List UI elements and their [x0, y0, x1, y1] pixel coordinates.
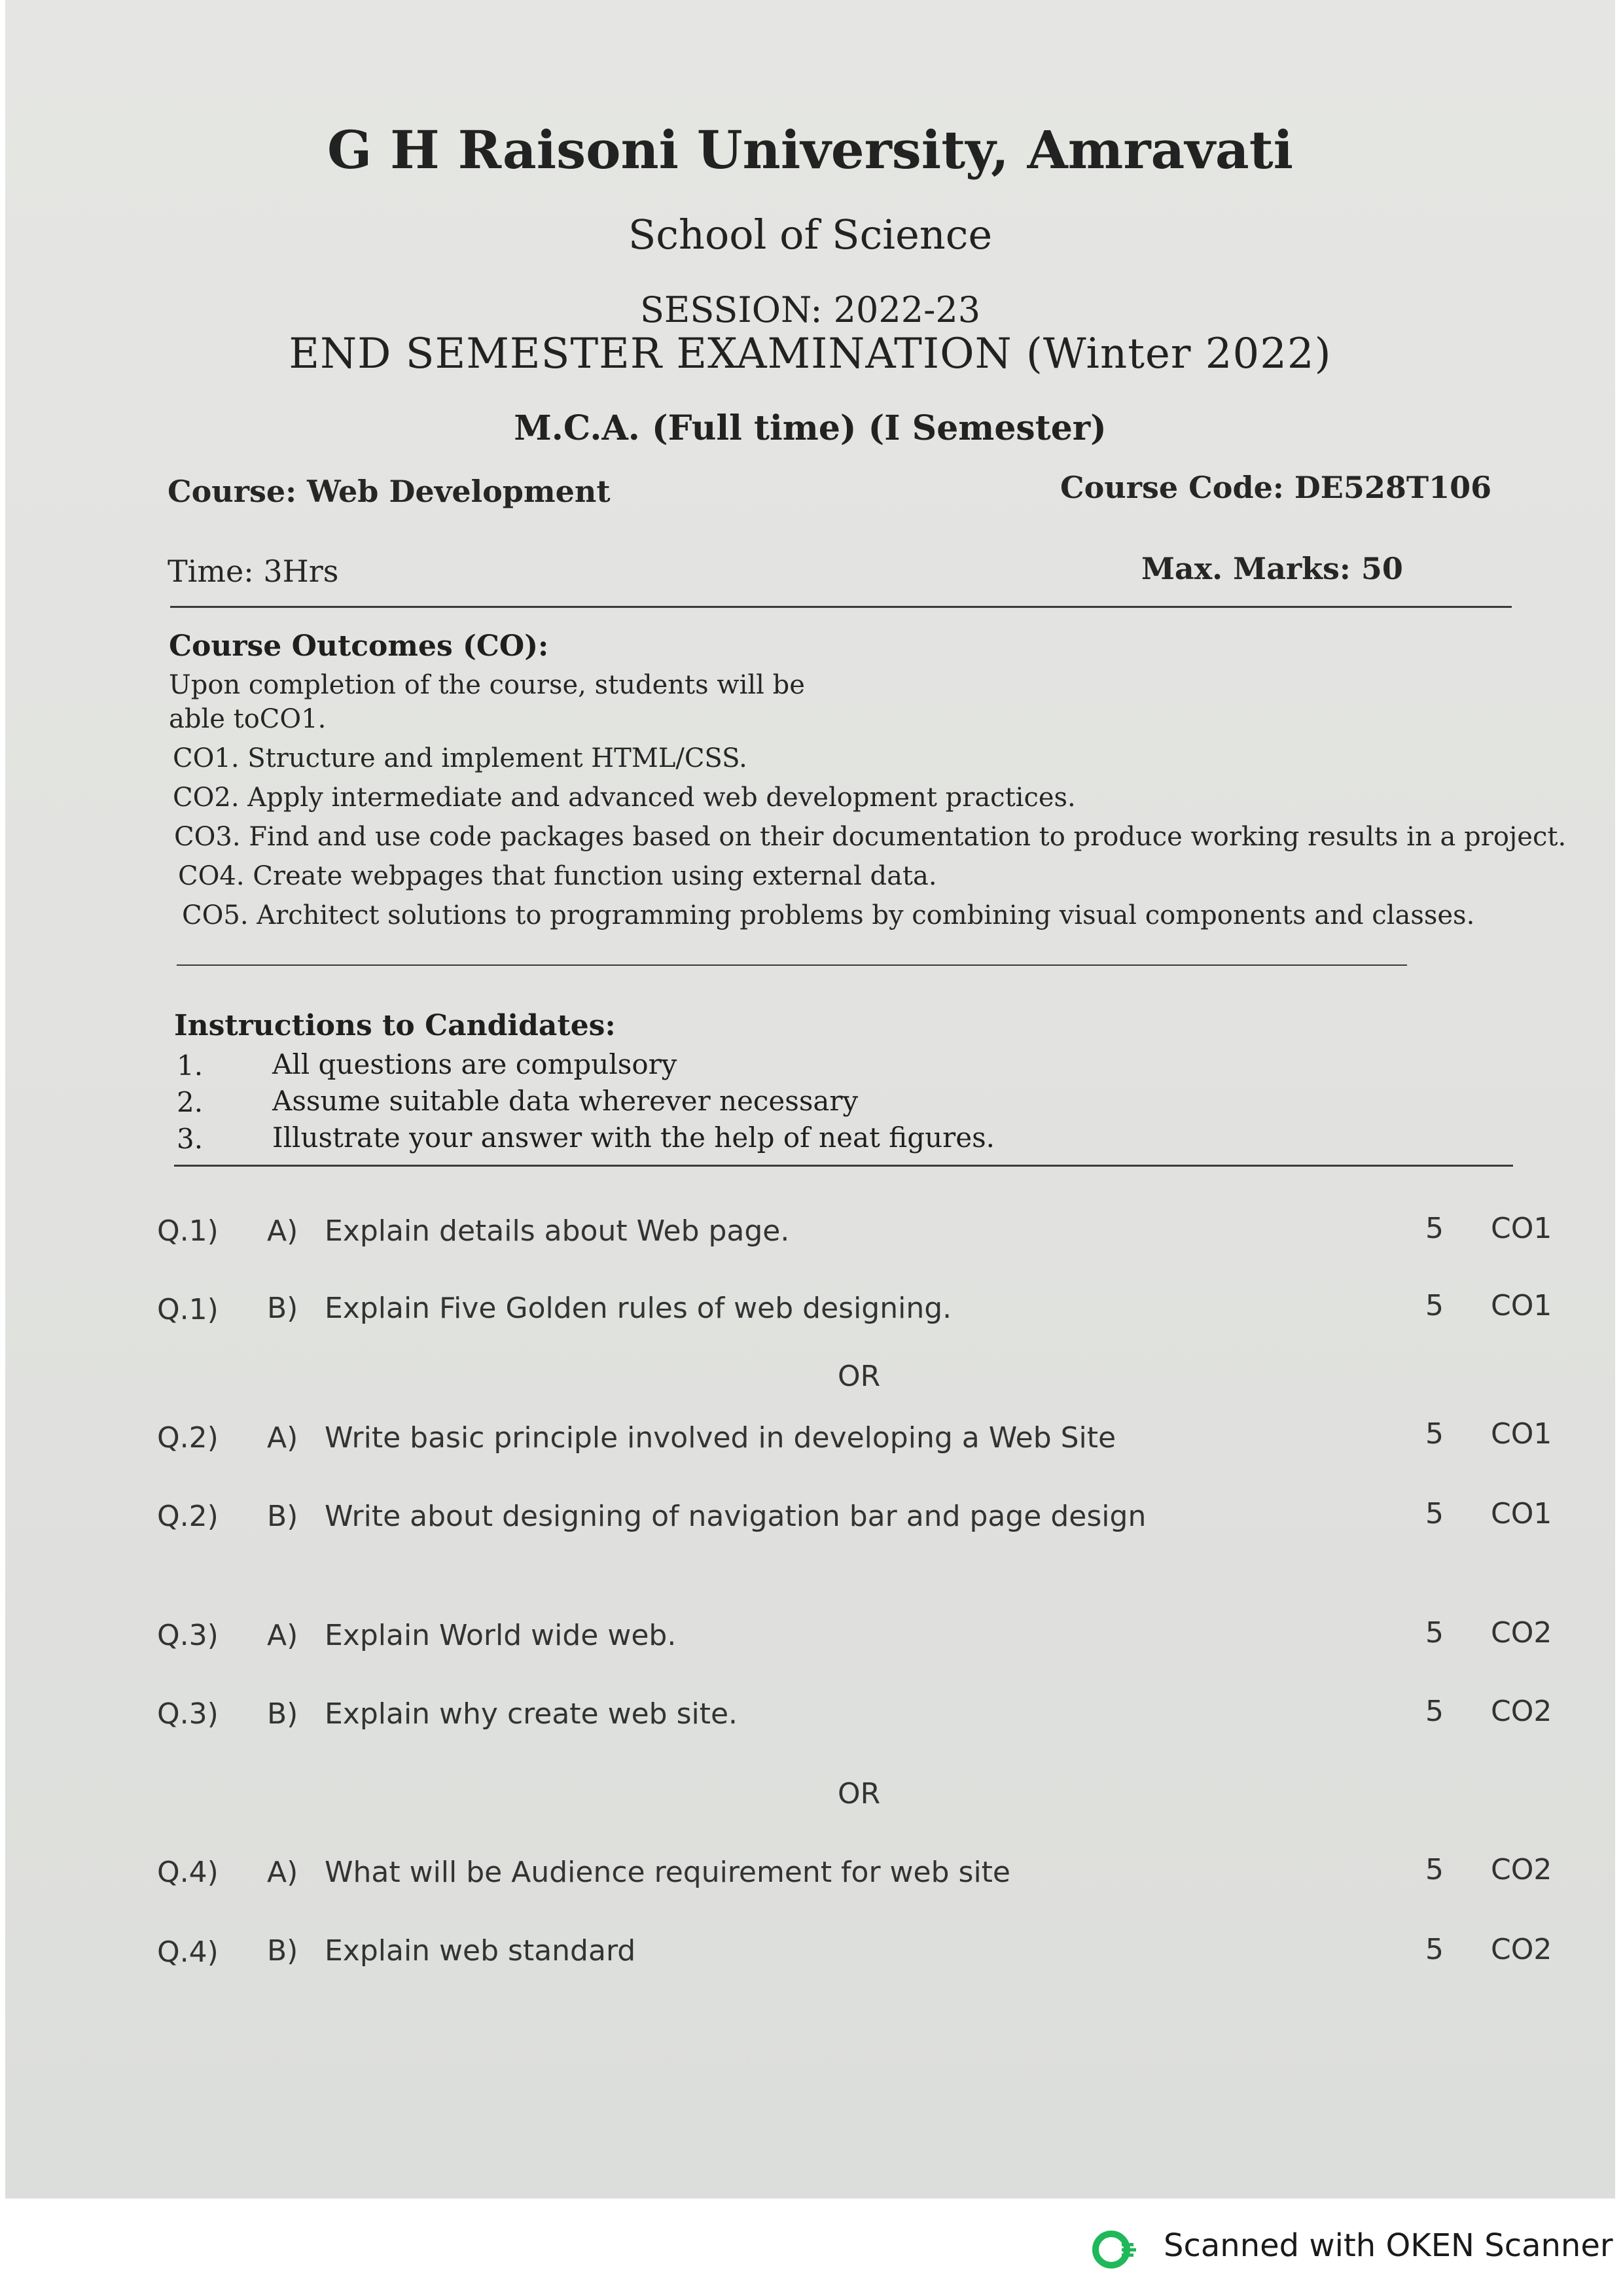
- scanned-exam-paper: [5, 0, 1615, 2199]
- instruction-text: Assume suitable data wherever necessary: [272, 1085, 859, 1117]
- question-number: Q.3): [157, 1697, 219, 1731]
- question-marks: 5: [1425, 1695, 1444, 1728]
- question-number: Q.1): [157, 1293, 219, 1326]
- scanner-watermark-text: Scanned with OKEN Scanner: [1164, 2227, 1613, 2264]
- question-number: Q.3): [157, 1619, 219, 1652]
- or-separator: OR: [838, 1360, 881, 1393]
- question-marks: 5: [1425, 1497, 1444, 1530]
- question-co: CO1: [1491, 1417, 1552, 1451]
- question-part: B): [267, 1292, 298, 1325]
- question-co: CO1: [1491, 1289, 1552, 1322]
- question-co: CO2: [1491, 1695, 1552, 1728]
- question-part: A): [267, 1856, 298, 1889]
- or-separator: OR: [838, 1777, 881, 1810]
- course-outcomes-heading: Course Outcomes (CO):: [169, 629, 549, 663]
- question-text: Explain Five Golden rules of web designing.: [325, 1292, 952, 1325]
- instruction-text: All questions are compulsory: [272, 1048, 677, 1080]
- course-outcome-item: CO5. Architect solutions to programming problems by combining visual components and classes.: [182, 900, 1475, 930]
- question-part: B): [267, 1500, 298, 1533]
- course-outcome-item: CO2. Apply intermediate and advanced web development practices.: [173, 783, 1076, 813]
- max-marks: Max. Marks: 50: [1141, 551, 1403, 586]
- oken-scanner-logo-bar: [1122, 2248, 1136, 2252]
- question-marks: 5: [1425, 1616, 1444, 1650]
- exam-title: END SEMESTER EXAMINATION (Winter 2022): [289, 330, 1332, 378]
- course-outcome-item: CO3. Find and use code packages based on their documentation to produce working results in a project.: [174, 822, 1567, 852]
- question-text: Write about designing of navigation bar and page design: [325, 1500, 1147, 1533]
- divider-line: [174, 1165, 1513, 1167]
- question-part: B): [267, 1934, 298, 1968]
- instruction-number: 1.: [177, 1050, 204, 1082]
- oken-scanner-logo-bar: [1122, 2253, 1133, 2257]
- question-part: A): [267, 1421, 298, 1455]
- course-name: Course: Web Development: [168, 474, 611, 509]
- question-co: CO1: [1491, 1497, 1552, 1530]
- school-name: School of Science: [628, 211, 993, 258]
- divider-line: [170, 606, 1512, 608]
- question-text: Explain World wide web.: [325, 1619, 677, 1652]
- question-co: CO2: [1491, 1933, 1552, 1966]
- exam-time: Time: 3Hrs: [168, 554, 339, 589]
- question-marks: 5: [1425, 1417, 1444, 1451]
- question-number: Q.2): [157, 1500, 219, 1533]
- question-marks: 5: [1425, 1289, 1444, 1322]
- instruction-text: Illustrate your answer with the help of neat figures.: [272, 1122, 995, 1154]
- question-part: B): [267, 1697, 298, 1731]
- instruction-number: 2.: [177, 1086, 204, 1118]
- course-outcomes-intro: able toCO1.: [169, 704, 327, 734]
- question-text: What will be Audience requirement for web site: [325, 1856, 1010, 1889]
- oken-scanner-logo-bar: [1122, 2243, 1133, 2246]
- program-label: M.C.A. (Full time) (I Semester): [514, 408, 1107, 448]
- university-title: G H Raisoni University, Amravati: [327, 119, 1294, 181]
- question-co: CO1: [1491, 1212, 1552, 1245]
- course-code: Course Code: DE528T106: [1060, 470, 1492, 505]
- question-co: CO2: [1491, 1616, 1552, 1650]
- oken-scanner-logo-icon: [1092, 2226, 1139, 2273]
- question-co: CO2: [1491, 1853, 1552, 1886]
- question-part: A): [267, 1214, 298, 1248]
- question-text: Explain web standard: [325, 1934, 636, 1968]
- question-part: A): [267, 1619, 298, 1652]
- session-label: SESSION: 2022-23: [639, 289, 981, 330]
- question-number: Q.4): [157, 1935, 219, 1969]
- instructions-heading: Instructions to Candidates:: [174, 1009, 616, 1042]
- question-number: Q.4): [157, 1856, 219, 1889]
- course-outcome-item: CO4. Create webpages that function using external data.: [178, 861, 937, 891]
- course-outcome-item: CO1. Structure and implement HTML/CSS.: [173, 743, 747, 773]
- question-text: Write basic principle involved in developing a Web Site: [325, 1421, 1116, 1455]
- divider-line: [177, 964, 1407, 966]
- question-marks: 5: [1425, 1853, 1444, 1886]
- question-number: Q.1): [157, 1214, 219, 1248]
- course-outcomes-intro: Upon completion of the course, students will be: [169, 670, 805, 700]
- question-marks: 5: [1425, 1212, 1444, 1245]
- question-marks: 5: [1425, 1933, 1444, 1966]
- question-number: Q.2): [157, 1421, 219, 1455]
- instruction-number: 3.: [177, 1123, 204, 1155]
- question-text: Explain why create web site.: [325, 1697, 738, 1731]
- question-text: Explain details about Web page.: [325, 1214, 790, 1248]
